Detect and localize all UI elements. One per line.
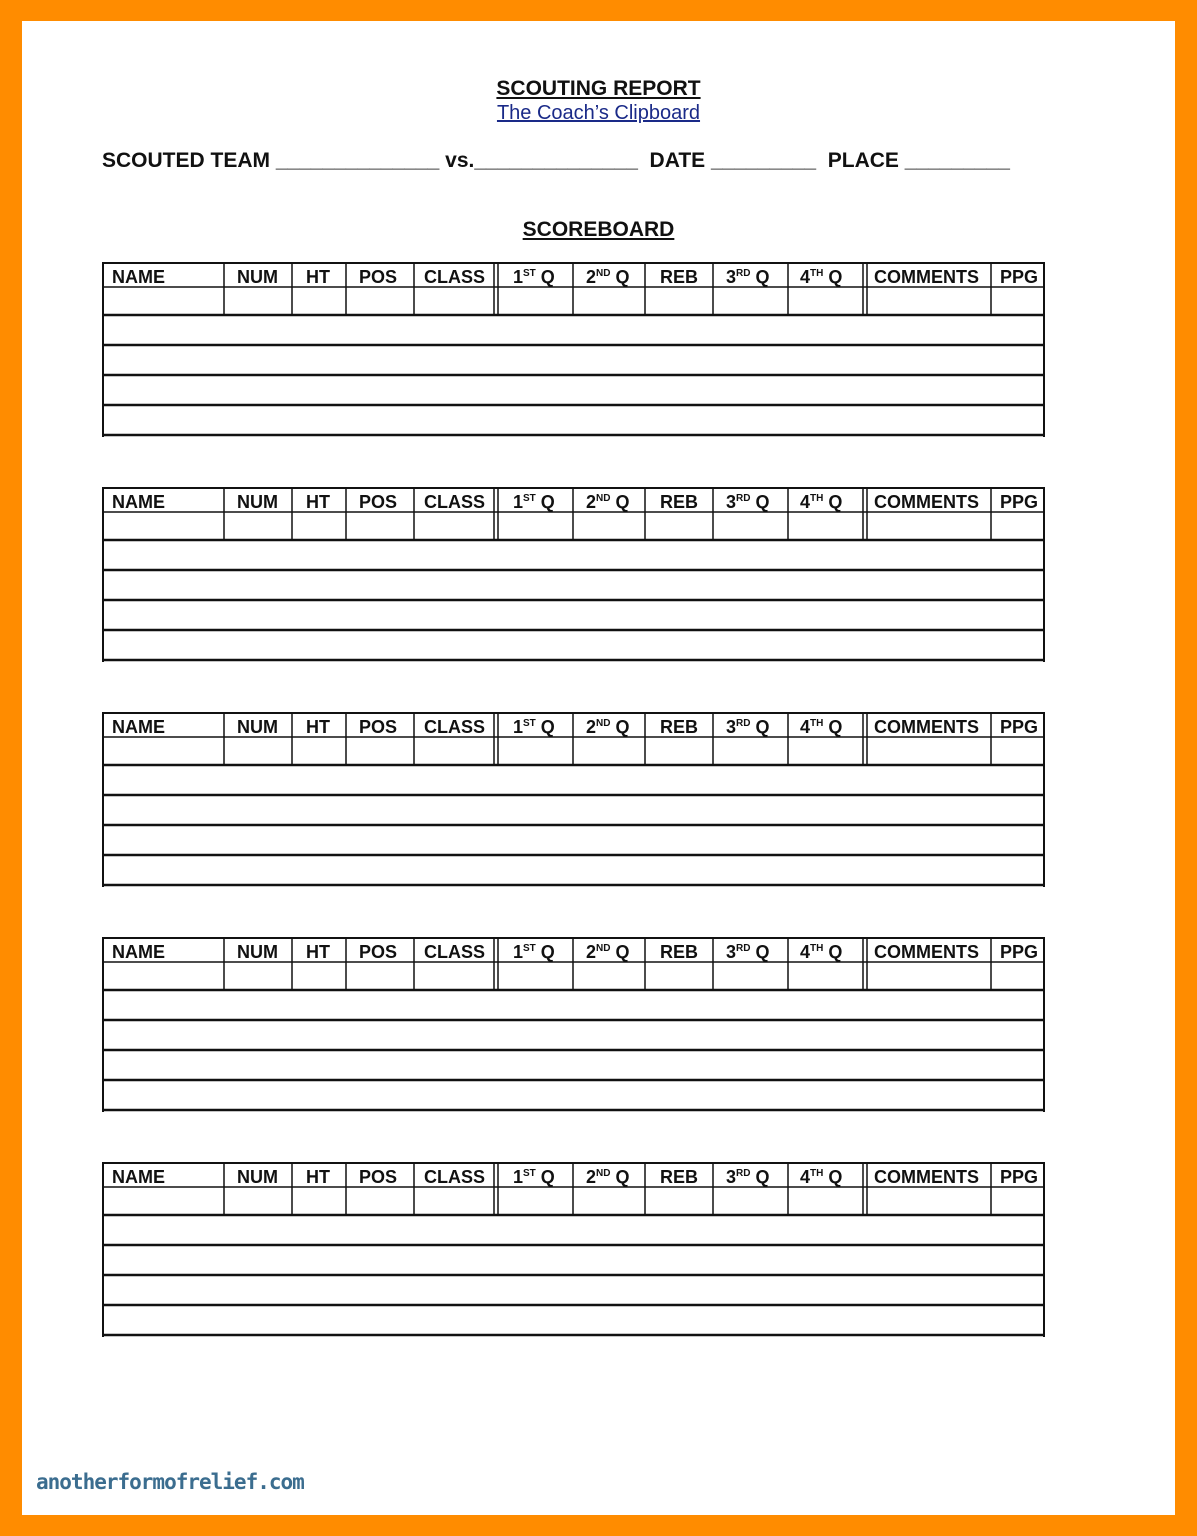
column-header-text: 4 <box>800 1167 811 1187</box>
column-header-text: REB <box>660 1167 699 1187</box>
column-header-suffix: ND <box>596 718 611 729</box>
column-header-quarter: Q <box>750 492 770 512</box>
column-header-text: 4 <box>800 942 811 962</box>
column-header-text: POS <box>359 492 398 512</box>
column-header <box>726 492 769 513</box>
scoreboard-table <box>102 1161 1045 1339</box>
column-header <box>513 717 555 738</box>
column-header <box>1000 267 1038 288</box>
column-header-suffix: ND <box>596 1168 611 1179</box>
column-header <box>359 717 397 738</box>
column-header-text: 2 <box>586 492 597 512</box>
column-header-text: POS <box>359 267 398 287</box>
column-header <box>726 1167 769 1188</box>
column-header <box>306 717 330 738</box>
column-header-text: POS <box>359 717 398 737</box>
column-header-suffix: RD <box>736 268 751 279</box>
column-header-text: 3 <box>726 1167 737 1187</box>
column-header-quarter: Q <box>823 1167 843 1187</box>
column-header <box>237 717 278 738</box>
column-header <box>237 1167 278 1188</box>
column-header-text: 1 <box>513 492 524 512</box>
column-header-suffix: ST <box>523 493 536 504</box>
column-header-suffix: TH <box>810 268 824 279</box>
column-header-quarter: Q <box>610 267 630 287</box>
column-header-text: POS <box>359 942 398 962</box>
column-header-text: REB <box>660 267 699 287</box>
column-header-text: NUM <box>237 267 278 287</box>
team-date-place-line: SCOUTED TEAM ______________ vs.______________ DATE _________ PLACE _________ <box>102 149 1010 172</box>
column-header-suffix: ST <box>523 718 536 729</box>
column-header-quarter: Q <box>535 942 555 962</box>
column-header <box>306 1167 330 1188</box>
column-header-text: NUM <box>237 1167 278 1187</box>
column-header <box>112 942 165 963</box>
column-header <box>586 1167 629 1188</box>
column-header <box>424 1167 485 1188</box>
column-header <box>112 492 165 513</box>
column-header-text: PPG <box>1000 942 1039 962</box>
column-header <box>237 267 278 288</box>
column-header-text: CLASS <box>424 267 486 287</box>
column-header-suffix: RD <box>736 1168 751 1179</box>
column-header <box>660 267 698 288</box>
column-header-text: 1 <box>513 942 524 962</box>
column-header-text: NAME <box>112 1167 165 1187</box>
document-page <box>22 21 1175 1515</box>
column-header-text: NUM <box>237 942 278 962</box>
column-header-text: HT <box>306 1167 330 1187</box>
column-header-text: CLASS <box>424 717 486 737</box>
column-header-suffix: ST <box>523 268 536 279</box>
column-header <box>513 267 555 288</box>
column-header-text: 3 <box>726 492 737 512</box>
column-header-text: HT <box>306 717 330 737</box>
column-header <box>359 942 397 963</box>
column-header <box>874 1167 979 1188</box>
column-header <box>586 267 629 288</box>
column-header <box>1000 1167 1038 1188</box>
column-header-text: HT <box>306 492 330 512</box>
column-header-text: NAME <box>112 492 165 512</box>
scoreboard-table <box>102 936 1045 1114</box>
column-header-quarter: Q <box>750 717 770 737</box>
column-header-quarter: Q <box>610 942 630 962</box>
column-header <box>874 267 979 288</box>
column-header <box>513 492 555 513</box>
report-subtitle: The Coach’s Clipboard <box>496 102 701 124</box>
column-header-text: 2 <box>586 942 597 962</box>
column-header <box>660 942 698 963</box>
column-header-quarter: Q <box>823 717 843 737</box>
column-header-suffix: RD <box>736 718 751 729</box>
column-header <box>660 1167 698 1188</box>
column-header-suffix: TH <box>810 493 824 504</box>
column-header-text: 2 <box>586 1167 597 1187</box>
column-header <box>874 717 979 738</box>
column-header <box>586 717 629 738</box>
column-header-text: PPG <box>1000 717 1039 737</box>
column-header-text: COMMENTS <box>874 1167 979 1187</box>
column-header-text: 2 <box>586 717 597 737</box>
column-header-text: 1 <box>513 267 524 287</box>
column-header <box>424 717 485 738</box>
column-header-text: 3 <box>726 717 737 737</box>
column-header-suffix: ND <box>596 493 611 504</box>
column-header <box>726 942 769 963</box>
column-header-text: REB <box>660 942 699 962</box>
column-header <box>424 267 485 288</box>
column-header-text: COMMENTS <box>874 492 979 512</box>
column-header-quarter: Q <box>750 1167 770 1187</box>
column-header-quarter: Q <box>535 267 555 287</box>
column-header-text: NUM <box>237 492 278 512</box>
column-header-text: NAME <box>112 267 165 287</box>
column-header-quarter: Q <box>750 942 770 962</box>
column-header-quarter: Q <box>823 492 843 512</box>
column-header-text: 3 <box>726 942 737 962</box>
column-header <box>306 492 330 513</box>
column-header-text: PPG <box>1000 492 1039 512</box>
column-header-text: 4 <box>800 492 811 512</box>
column-header-text: NAME <box>112 717 165 737</box>
column-header-quarter: Q <box>535 492 555 512</box>
column-header-suffix: TH <box>810 718 824 729</box>
column-header-quarter: Q <box>750 267 770 287</box>
column-header-text: 1 <box>513 1167 524 1187</box>
column-header <box>112 717 165 738</box>
scoreboard-heading: SCOREBOARD <box>522 218 675 241</box>
column-header <box>874 942 979 963</box>
column-header <box>237 492 278 513</box>
column-header-text: REB <box>660 717 699 737</box>
column-header-text: PPG <box>1000 267 1039 287</box>
column-header-quarter: Q <box>535 717 555 737</box>
column-header-text: NAME <box>112 942 165 962</box>
watermark: anotherformofrelief.com <box>36 1470 304 1494</box>
column-header-suffix: RD <box>736 943 751 954</box>
column-header-quarter: Q <box>535 1167 555 1187</box>
column-header <box>726 267 769 288</box>
report-title: SCOUTING REPORT <box>496 77 701 100</box>
column-header-text: PPG <box>1000 1167 1039 1187</box>
column-header-text: COMMENTS <box>874 717 979 737</box>
column-header <box>306 267 330 288</box>
column-header-suffix: ND <box>596 943 611 954</box>
column-header <box>359 492 397 513</box>
scoreboard-table <box>102 486 1045 664</box>
column-header <box>800 717 842 738</box>
column-header <box>359 267 397 288</box>
column-header-suffix: ST <box>523 1168 536 1179</box>
column-header <box>1000 942 1038 963</box>
column-header-text: HT <box>306 942 330 962</box>
column-header <box>800 492 842 513</box>
column-header-text: COMMENTS <box>874 942 979 962</box>
column-header <box>874 492 979 513</box>
column-header-text: CLASS <box>424 492 486 512</box>
scoreboard-table <box>102 711 1045 889</box>
column-header <box>424 942 485 963</box>
column-header-text: 4 <box>800 267 811 287</box>
column-header-text: NUM <box>237 717 278 737</box>
column-header <box>586 492 629 513</box>
column-header-suffix: TH <box>810 943 824 954</box>
column-header <box>800 942 842 963</box>
column-header <box>1000 717 1038 738</box>
column-header-text: HT <box>306 267 330 287</box>
column-header <box>112 267 165 288</box>
column-header-text: REB <box>660 492 699 512</box>
column-header <box>660 717 698 738</box>
column-header-text: 3 <box>726 267 737 287</box>
column-header-suffix: ND <box>596 268 611 279</box>
column-header-text: CLASS <box>424 1167 486 1187</box>
column-header-suffix: ST <box>523 943 536 954</box>
column-header <box>513 1167 555 1188</box>
column-header <box>112 1167 165 1188</box>
column-header-suffix: RD <box>736 493 751 504</box>
column-header-text: CLASS <box>424 942 486 962</box>
column-header-text: 2 <box>586 267 597 287</box>
column-header <box>1000 492 1038 513</box>
column-header-text: 4 <box>800 717 811 737</box>
column-header-quarter: Q <box>610 1167 630 1187</box>
scoreboard-table <box>102 261 1045 439</box>
column-header <box>586 942 629 963</box>
column-header <box>800 1167 842 1188</box>
column-header <box>237 942 278 963</box>
column-header <box>800 267 842 288</box>
column-header <box>726 717 769 738</box>
column-header-quarter: Q <box>823 267 843 287</box>
column-header-text: POS <box>359 1167 398 1187</box>
column-header <box>306 942 330 963</box>
column-header-text: 1 <box>513 717 524 737</box>
column-header <box>660 492 698 513</box>
column-header <box>513 942 555 963</box>
column-header-text: COMMENTS <box>874 267 979 287</box>
column-header <box>359 1167 397 1188</box>
column-header-quarter: Q <box>823 942 843 962</box>
column-header-quarter: Q <box>610 492 630 512</box>
column-header-suffix: TH <box>810 1168 824 1179</box>
column-header <box>424 492 485 513</box>
column-header-quarter: Q <box>610 717 630 737</box>
